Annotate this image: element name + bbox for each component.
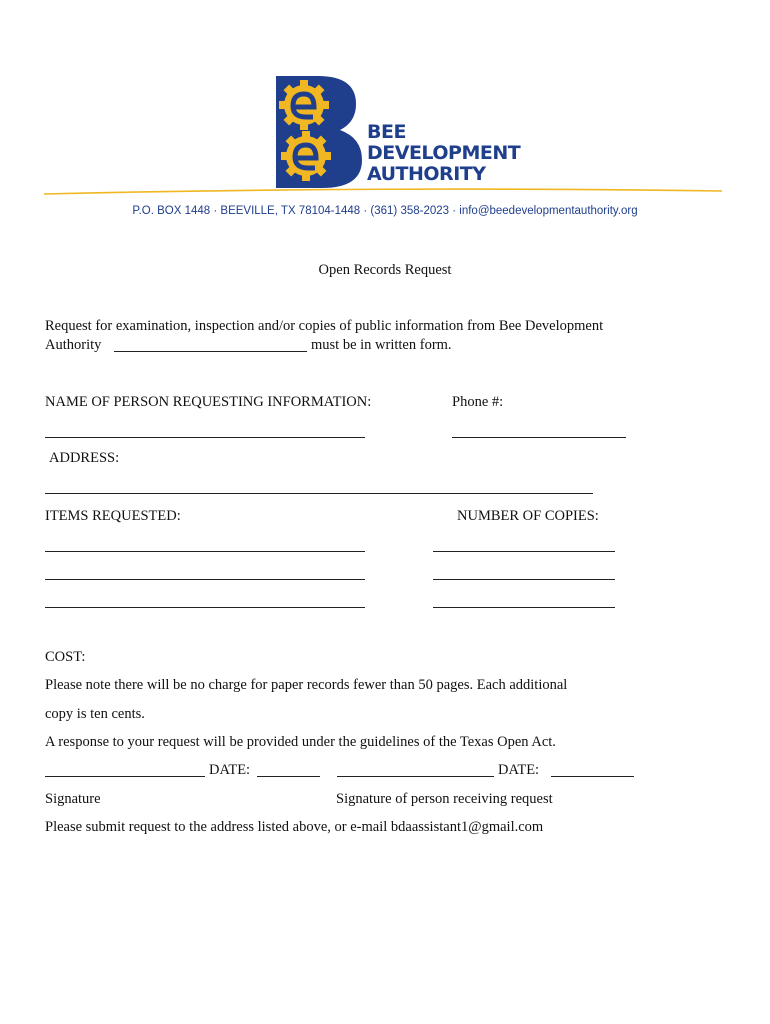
- copies-field-2[interactable]: [433, 579, 615, 580]
- cost-text-line2: copy is ten cents.: [45, 706, 145, 722]
- response-note: A response to your request will be provided under the guidelines of the Texas Open Act.: [45, 734, 556, 750]
- logo-word-authority: AUTHORITY: [367, 163, 486, 185]
- copies-field-1[interactable]: [433, 551, 615, 552]
- item-field-1[interactable]: [45, 551, 365, 552]
- gear-icon: [281, 131, 331, 181]
- name-label: NAME OF PERSON REQUESTING INFORMATION:: [45, 394, 372, 410]
- gear-icon: [279, 80, 329, 130]
- form-title: Open Records Request: [318, 262, 452, 278]
- signature-label: Signature: [45, 791, 101, 807]
- logo-word-development: DEVELOPMENT: [367, 142, 521, 164]
- logo-word-bee: BEE: [367, 121, 406, 143]
- date-field-1[interactable]: [257, 776, 320, 777]
- date-label-1: DATE:: [209, 762, 251, 778]
- logo-mark: [270, 74, 365, 192]
- address-field[interactable]: [45, 493, 593, 494]
- copies-field-3[interactable]: [433, 607, 615, 608]
- date-field-2[interactable]: [551, 776, 634, 777]
- date-label-2: DATE:: [498, 762, 540, 778]
- intro-text-line2-start: Authority: [45, 337, 102, 353]
- signature-field[interactable]: [45, 776, 205, 777]
- phone-field[interactable]: [452, 437, 626, 438]
- name-field[interactable]: [45, 437, 365, 438]
- copies-label: NUMBER OF COPIES:: [457, 508, 599, 524]
- receiver-signature-label: Signature of person receiving request: [336, 791, 553, 807]
- intro-text-line1: Request for examination, inspection and/or copies of public information from Bee Development: [45, 318, 604, 334]
- cost-text-line1: Please note there will be no charge for paper records fewer than 50 pages. Each additional: [45, 677, 568, 693]
- address-label: ADDRESS:: [49, 450, 120, 466]
- header-rule: [44, 187, 722, 197]
- submit-note: Please submit request to the address listed above, or e-mail bdaassistant1@gmail.com: [45, 819, 544, 835]
- item-field-2[interactable]: [45, 579, 365, 580]
- intro-text-line2-end: must be in written form.: [311, 337, 452, 353]
- phone-label: Phone #:: [452, 394, 504, 410]
- logo: [270, 74, 521, 192]
- item-field-3[interactable]: [45, 607, 365, 608]
- receiver-signature-field[interactable]: [337, 776, 494, 777]
- authority-blank[interactable]: [114, 351, 307, 352]
- cost-label: COST:: [45, 649, 86, 665]
- items-label: ITEMS REQUESTED:: [45, 508, 181, 524]
- contact-info: P.O. BOX 1448 · BEEVILLE, TX 78104-1448 · (361) 358-2023 · info@beedevelopmentauthority.org: [132, 205, 638, 217]
